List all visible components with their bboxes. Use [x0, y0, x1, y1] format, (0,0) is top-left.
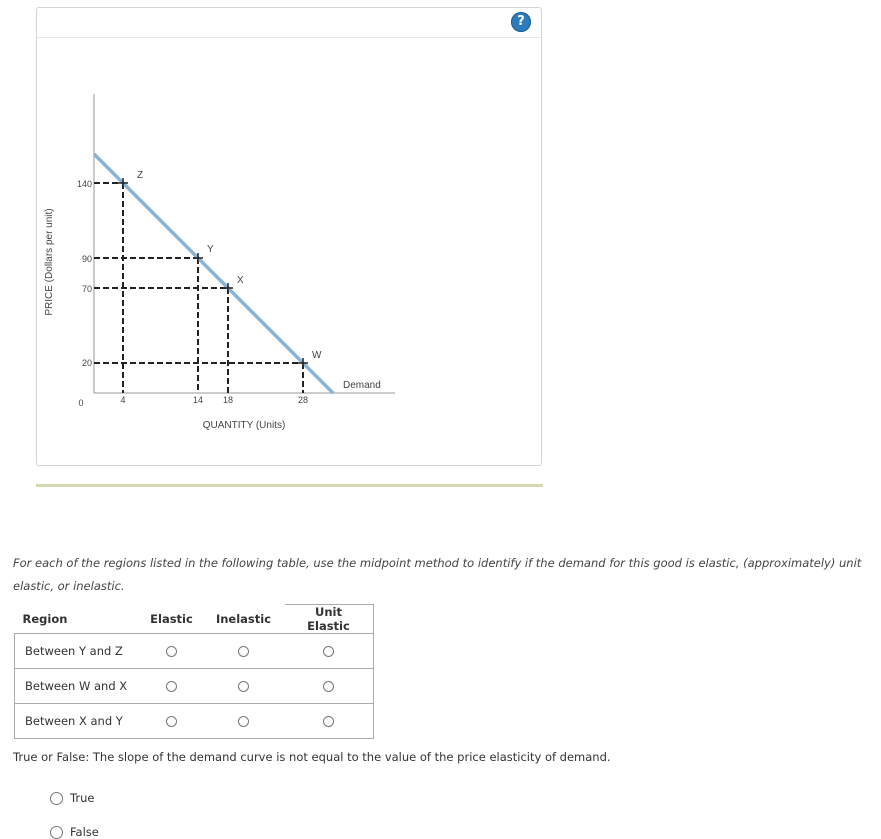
- radio-inelastic[interactable]: [238, 716, 249, 727]
- header-unit-elastic: Unit Elastic: [285, 605, 374, 634]
- option-true-label: True: [70, 791, 95, 805]
- option-true[interactable]: [50, 791, 94, 805]
- y-tick-label: 70: [81, 284, 92, 294]
- demand-graph: [37, 8, 543, 467]
- section-divider: [36, 484, 543, 487]
- radio-false[interactable]: [50, 826, 63, 839]
- option-false[interactable]: [50, 825, 99, 839]
- point-z-label: Z: [137, 170, 144, 181]
- region-label: Between Y and Z: [15, 634, 141, 669]
- question-text: For each of the regions listed in the following table, use the midpoint method to identify if the demand for this good is elastic, (approximately) unit elastic, or inelastic.: [13, 556, 862, 593]
- y-tick-label: 140: [76, 179, 92, 189]
- x-tick-label: 14: [192, 395, 204, 405]
- radio-inelastic[interactable]: [238, 646, 249, 657]
- point-x-label: X: [237, 275, 244, 286]
- demand-curve: [94, 154, 333, 393]
- radio-unit-elastic[interactable]: [323, 681, 334, 692]
- option-false-label: False: [70, 825, 99, 839]
- radio-unit-elastic[interactable]: [323, 716, 334, 727]
- demand-curve-label: Demand: [343, 380, 381, 391]
- x-tick-label: 28: [297, 395, 309, 405]
- y-tick-label: 90: [81, 254, 92, 264]
- radio-elastic[interactable]: [166, 681, 177, 692]
- x-axis-label: QUANTITY (Units): [202, 420, 286, 431]
- radio-elastic[interactable]: [166, 716, 177, 727]
- origin-label: 0: [78, 398, 84, 408]
- header-elastic: Elastic: [141, 605, 203, 634]
- region-label: Between X and Y: [15, 704, 141, 739]
- header-region: Region: [15, 605, 141, 634]
- table-row: [15, 669, 374, 704]
- y-tick-label: 20: [81, 358, 92, 368]
- radio-unit-elastic[interactable]: [323, 646, 334, 657]
- radio-true[interactable]: [50, 792, 63, 805]
- radio-elastic[interactable]: [166, 646, 177, 657]
- point-y-label: Y: [207, 244, 214, 255]
- elasticity-table: [14, 604, 374, 739]
- x-tick-label: 18: [222, 395, 234, 405]
- true-false-question: True or False: The slope of the demand curve is not equal to the value of the price elasticity of demand.: [13, 750, 611, 764]
- radio-inelastic[interactable]: [238, 681, 249, 692]
- point-w-label: W: [312, 350, 322, 361]
- header-inelastic: Inelastic: [203, 605, 285, 634]
- x-tick-label: 4: [120, 395, 126, 405]
- graph-panel: [36, 7, 542, 466]
- table-row: [15, 704, 374, 739]
- help-icon[interactable]: ?: [511, 12, 531, 32]
- table-row: [15, 634, 374, 669]
- y-axis-label: PRICE (Dollars per unit): [44, 208, 55, 316]
- region-label: Between W and X: [15, 669, 141, 704]
